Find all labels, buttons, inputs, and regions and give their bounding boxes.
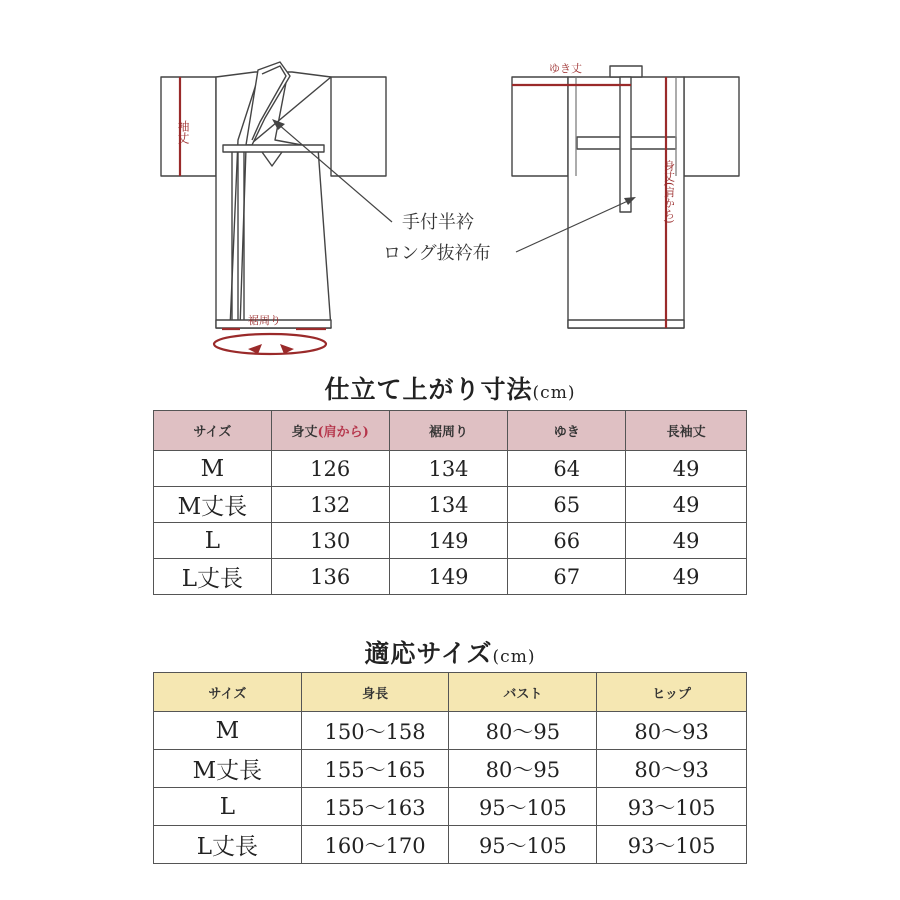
susomawari-cell: 134 (389, 451, 508, 487)
header-susomawari: 裾周り (389, 411, 508, 451)
kimono-diagram (0, 0, 900, 370)
yuki-cell: 64 (508, 451, 626, 487)
bust-cell: 80〜95 (449, 750, 597, 788)
back-nukiemon-strip (620, 77, 631, 212)
table-header-row (154, 411, 747, 451)
header-mitake-note: (肩から) (317, 425, 369, 440)
table-row (154, 487, 747, 523)
size-cell: L (154, 788, 302, 826)
mitake-cell: 130 (271, 523, 389, 559)
nukiemon-callout-label: ロング抜衿布 (383, 243, 491, 264)
sodetake-cell: 49 (626, 451, 747, 487)
finished-unit: (cm) (532, 383, 576, 403)
back-right-sleeve (684, 77, 739, 176)
bust-cell: 95〜105 (449, 826, 597, 864)
height-cell: 160〜170 (301, 826, 449, 864)
susomawari-cell: 134 (389, 487, 508, 523)
header-bust: バスト (449, 673, 597, 712)
sleeve-length-label: 袖丈 (176, 120, 190, 144)
back-collar (610, 66, 642, 77)
hem-circumference-ellipse (214, 334, 326, 354)
fit-unit: (cm) (492, 647, 536, 667)
sodetake-cell: 49 (626, 487, 747, 523)
mitake-cell: 126 (271, 451, 389, 487)
bust-cell: 80〜95 (449, 712, 597, 750)
size-cell: M丈長 (154, 750, 302, 788)
table-row (154, 826, 747, 864)
header-size: サイズ (154, 673, 302, 712)
height-cell: 155〜165 (301, 750, 449, 788)
fit-title-text: 適応サイズ (364, 639, 493, 668)
table-header-row (154, 673, 747, 712)
sodetake-cell: 49 (626, 523, 747, 559)
header-yuki: ゆき (508, 411, 626, 451)
bust-cell: 95〜105 (449, 788, 597, 826)
finished-dimensions-table (153, 410, 747, 595)
table-row (154, 788, 747, 826)
table-row (154, 523, 747, 559)
size-cell: L丈長 (154, 559, 272, 595)
susomawari-cell: 149 (389, 559, 508, 595)
finished-dimensions-title (0, 370, 900, 406)
back-left-sleeve (512, 77, 568, 176)
mitake-cell: 136 (271, 559, 389, 595)
susomawari-cell: 149 (389, 523, 508, 559)
table-row (154, 559, 747, 595)
header-hip: ヒップ (597, 673, 747, 712)
back-view (512, 66, 739, 328)
size-cell: L丈長 (154, 826, 302, 864)
header-height: 身長 (301, 673, 449, 712)
header-mitake (271, 411, 389, 451)
hem-label: 裾周り (248, 314, 281, 327)
hip-cell: 80〜93 (597, 712, 747, 750)
height-cell: 155〜163 (301, 788, 449, 826)
hip-cell: 93〜105 (597, 826, 747, 864)
table-row (154, 712, 747, 750)
collar-callout-label: 手付半衿 (402, 212, 474, 233)
size-cell: L (154, 523, 272, 559)
header-sodetake: 長袖丈 (626, 411, 747, 451)
size-cell: M (154, 712, 302, 750)
body-length-label: 身丈(肩から) (662, 160, 676, 224)
yuki-label: ゆき丈 (549, 62, 582, 75)
size-cell: M丈長 (154, 487, 272, 523)
header-mitake-text: 身丈 (291, 425, 318, 440)
fit-sizes-table (153, 672, 747, 864)
front-right-sleeve (331, 77, 386, 176)
yuki-cell: 65 (508, 487, 626, 523)
size-cell: M (154, 451, 272, 487)
table-row (154, 451, 747, 487)
yuki-cell: 67 (508, 559, 626, 595)
finished-title-text: 仕立て上がり寸法 (324, 375, 533, 404)
mitake-cell: 132 (271, 487, 389, 523)
hip-cell: 80〜93 (597, 750, 747, 788)
yuki-cell: 66 (508, 523, 626, 559)
table-row (154, 750, 747, 788)
fit-sizes-title (0, 634, 900, 670)
hip-cell: 93〜105 (597, 788, 747, 826)
front-view (161, 62, 386, 328)
height-cell: 150〜158 (301, 712, 449, 750)
header-size: サイズ (154, 411, 272, 451)
sodetake-cell: 49 (626, 559, 747, 595)
